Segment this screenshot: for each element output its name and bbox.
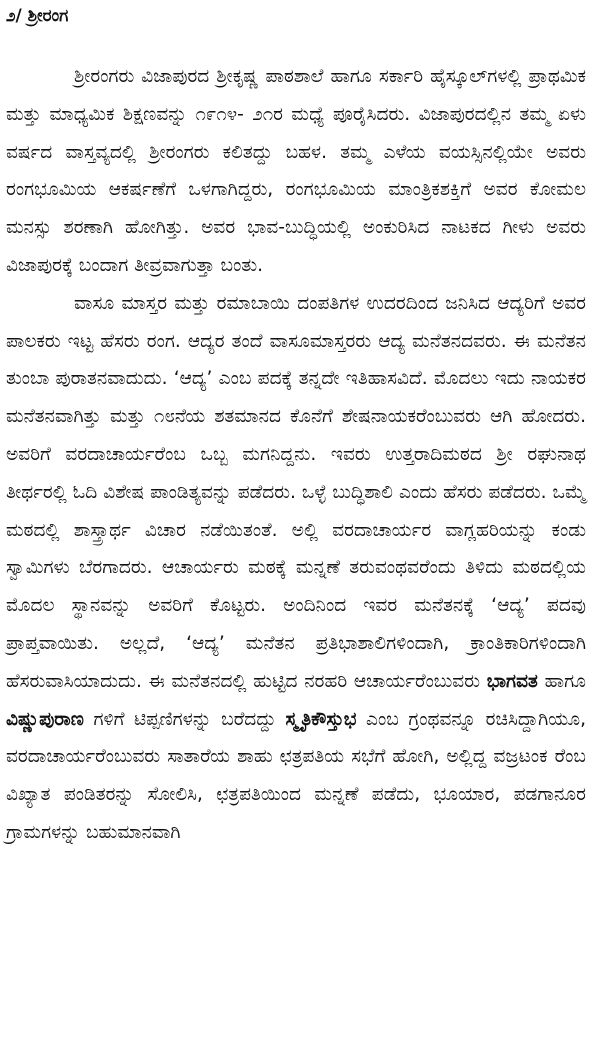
text-segment: ವಾಸೂ ಮಾಸ್ತರ ಮತ್ತು ರಮಾಬಾಯಿ ದಂಪತಿಗಳ ಉದರದಿಂದ ಜನಿಸಿದ ಆದ್ಯರಿಗೆ ಅವರ ಪಾಲಕರು ಇಟ್ಟ ಹೆಸರು ರಂಗ. ಆದ್ಯರ ತಂದೆ ವಾಸೂಮಾಸ್ತರರು ಆದ್ಯ ಮನೆತನದವರು. ಈ ಮನೆತನ ತುಂಬಾ ಪುರಾತನವಾದುದು. ‘ಆದ್ಯ’ ಎಂಬ ಪದಕ್ಕೆ ತನ್ನದೇ ಇತಿಹಾಸವಿದೆ. ಮೊದಲು ಇದು ನಾಯಕರ ಮನೆತನವಾಗಿತ್ತು ಮತ್ತು ೧೮ನೆಯ ಶತಮಾನದ ಕೊನೆಗೆ ಶೇಷನಾಯಕರೆಂಬುವರು ಆಗಿ ಹೋದರು. ಅವರಿಗೆ ವರದಾಚಾರ್ಯರೆಂಬ ಒಬ್ಬ ಮಗನಿದ್ದನು. ಇವರು ಉತ್ತರಾದಿಮಠದ ಶ್ರೀ ರಘುನಾಥ ತೀರ್ಥರಲ್ಲಿ ಓದಿ ವಿಶೇಷ ಪಾಂಡಿತ್ಯವನ್ನು ಪಡೆದರು. ಒಳ್ಳೆ ಬುದ್ಧಿಶಾಲಿ ಎಂದು ಹೆಸರು ಪಡೆದರು. ಒಮ್ಮೆ ಮಠದಲ್ಲಿ ಶಾಸ್ತ್ರಾರ್ಥ ವಿಚಾರ ನಡೆಯಿತಂತೆ. ಅಲ್ಲಿ ವರದಾಚಾರ್ಯರ ವಾಗ್ಲಹರಿಯನ್ನು ಕಂಡು ಸ್ವಾಮಿಗಳು ಬೆರಗಾದರು. ಆಚಾರ್ಯರು ಮಠಕ್ಕೆ ಮನ್ನಣೆ ತರುವಂಥವರೆಂದು ತಿಳಿದು ಮಠದಲ್ಲಿಯ ಮೊದಲ ಸ್ಥಾನವನ್ನು ಅವರಿಗೆ ಕೊಟ್ಟರು. ಅಂದಿನಿಂದ ಇವರ ಮನೆತನಕ್ಕೆ ‘ಆದ್ಯ’ ಪದವು ಪ್ರಾಪ್ತವಾಯಿತು. ಅಲ್ಲದೆ, ‘ಆದ್ಯ’ ಮನೆತನ ಪ್ರತಿಭಾಶಾಲಿಗಳಿಂದಾಗಿ, ಕ್ರಾಂತಿಕಾರಿಗಳಿಂದಾಗಿ ಹೆಸರುವಾಸಿಯಾದುದು. ಈ ಮನೆತನದಲ್ಲಿ ಹುಟ್ಟಿದ ನರಹರಿ ಆಚಾರ್ಯರೆಂಬುವರು [6, 292, 586, 692]
header-separator: / [15, 6, 28, 26]
text-segment: ಗಳಿಗೆ ಟಿಪ್ಪಣಿಗಳನ್ನು ಬರೆದದ್ದು [83, 708, 286, 730]
running-header [6, 4, 68, 28]
book-title-smritikaustubha: ಸ್ಮೃತಿಕೌಸ್ತುಭ [285, 708, 357, 730]
running-title: ಶ್ರೀರಂಗ [27, 6, 69, 26]
paragraph-1 [6, 58, 586, 285]
page-body [6, 58, 586, 852]
book-title-vishnupurana: ವಿಷ್ಣುಪುರಾಣ [6, 708, 84, 730]
text-segment: ಶ್ರೀರಂಗರು ವಿಜಾಪುರದ ಶ್ರೀಕೃಷ್ಣ ಪಾಠಶಾಲೆ ಹಾಗೂ ಸರ್ಕಾರಿ ಹೈಸ್ಕೂಲ್‌ಗಳಲ್ಲಿ ಪ್ರಾಥಮಿಕ ಮತ್ತು ಮಾಧ್ಯಮಿಕ ಶಿಕ್ಷಣವನ್ನು ೧೯೧೪- ೨೧ರ ಮಧ್ಯೆ ಪೂರೈಸಿದರು. ವಿಜಾಪುರದಲ್ಲಿನ ತಮ್ಮ ಏಳು ವರ್ಷದ ವಾಸ್ತವ್ಯದಲ್ಲಿ ಶ್ರೀರಂಗರು ಕಲಿತದ್ದು ಬಹಳ. ತಮ್ಮ ಎಳೆಯ ವಯಸ್ಸಿನಲ್ಲಿಯೇ ಅವರು ರಂಗಭೂಮಿಯ ಆಕರ್ಷಣೆಗೆ ಒಳಗಾಗಿದ್ದರು, ರಂಗಭೂಮಿಯ ಮಾಂತ್ರಿಕಶಕ್ತಿಗೆ ಅವರ ಕೋಮಲ ಮನಸ್ಸು ಶರಣಾಗಿ ಹೋಗಿತ್ತು. ಅವರ ಭಾವ-ಬುದ್ಧಿಯಲ್ಲಿ ಅಂಕುರಿಸಿದ ನಾಟಕದ ಗೀಳು ಅವರು ವಿಜಾಪುರಕ್ಕೆ ಬಂದಾಗ ತೀವ್ರವಾಗುತ್ತಾ ಬಂತು. [6, 66, 586, 276]
book-title-bhagavata: ಭಾಗವತ [486, 670, 538, 692]
text-segment: ಹಾಗೂ [537, 670, 586, 692]
paragraph-2 [6, 285, 586, 852]
page-number: ೨ [6, 6, 16, 26]
text-segment: ಎಂಬ ಗ್ರಂಥವನ್ನೂ ರಚಿಸಿದ್ದಾಗಿಯೂ, ವರದಾಚಾರ್ಯರೆಂಬುವರು ಸಾತಾರೆಯ ಶಾಹು ಛತ್ರಪತಿಯ ಸಭೆಗೆ ಹೋಗಿ, ಅಲ್ಲಿದ್ದ ವಜ್ರಟಂಕ ರೆಂಬ ವಿಖ್ಯಾತ ಪಂಡಿತರನ್ನು ಸೋಲಿಸಿ, ಛತ್ರಪತಿಯಿಂದ ಮನ್ನಣೆ ಪಡೆದು, ಭೂಯಾರ, ಪಡಗಾನೂರ ಗ್ರಾಮಗಳನ್ನು ಬಹುಮಾನವಾಗಿ [6, 708, 586, 843]
